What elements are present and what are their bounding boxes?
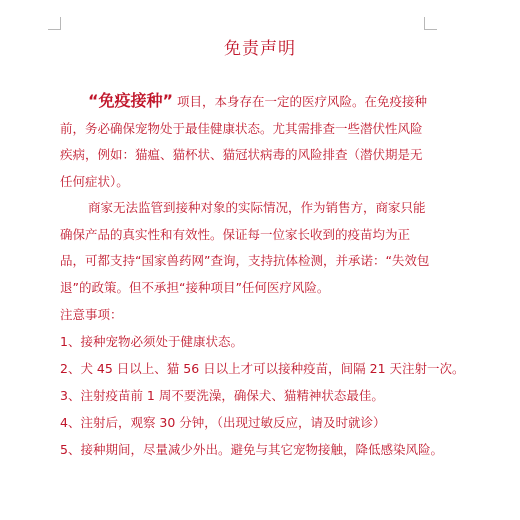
paragraph-vaccination-risk xyxy=(60,88,434,195)
paragraph-merchant-liability: 商家无法监管到接种对象的实际情况，作为销售方，商家只能确保产品的真实性和有效性。保证每一位家长收到的疫苗均为正品，可都支持“国家兽药网”查询，支持抗体检测，并承诺：“失效包退”的政策。但不承担“接种项目”任何医疗风险。 xyxy=(60,200,430,295)
quoted-term: 免疫接种 xyxy=(98,91,163,110)
document-title: 免责声明 xyxy=(224,39,296,59)
notes-heading: 注意事项： xyxy=(60,307,123,322)
note-item: 3、注射疫苗前 1 周不要洗澡，确保犬、猫精神状态最佳。 xyxy=(60,388,384,403)
note-item: 2、犬 45 日以上、猫 56 日以上才可以接种疫苗，间隔 21 天注射一次。 xyxy=(60,361,465,376)
margin-corner-mark-top-left xyxy=(48,17,61,30)
note-item: 4、注射后，观察 30 分钟，（出现过敏反应，请及时就诊） xyxy=(60,415,386,430)
note-item: 1、接种宠物必须处于健康状态。 xyxy=(60,334,243,349)
paragraph-vaccination-risk-text: 项目，本身存在一定的医疗风险。在免疫接种前，务必确保宠物处于最佳健康状态。尤其需排查一些潜伏性风险疾病，例如：猫瘟、猫杯状、猫冠状病毒的风险排查（潜伏期是无任何症状）。 xyxy=(60,94,428,189)
close-quote: ” xyxy=(162,91,174,110)
open-quote: “ xyxy=(88,91,99,110)
margin-corner-mark-top-right xyxy=(424,17,437,30)
note-item: 5、接种期间，尽量减少外出。避免与其它宠物接触，降低感染风险。 xyxy=(60,442,443,457)
